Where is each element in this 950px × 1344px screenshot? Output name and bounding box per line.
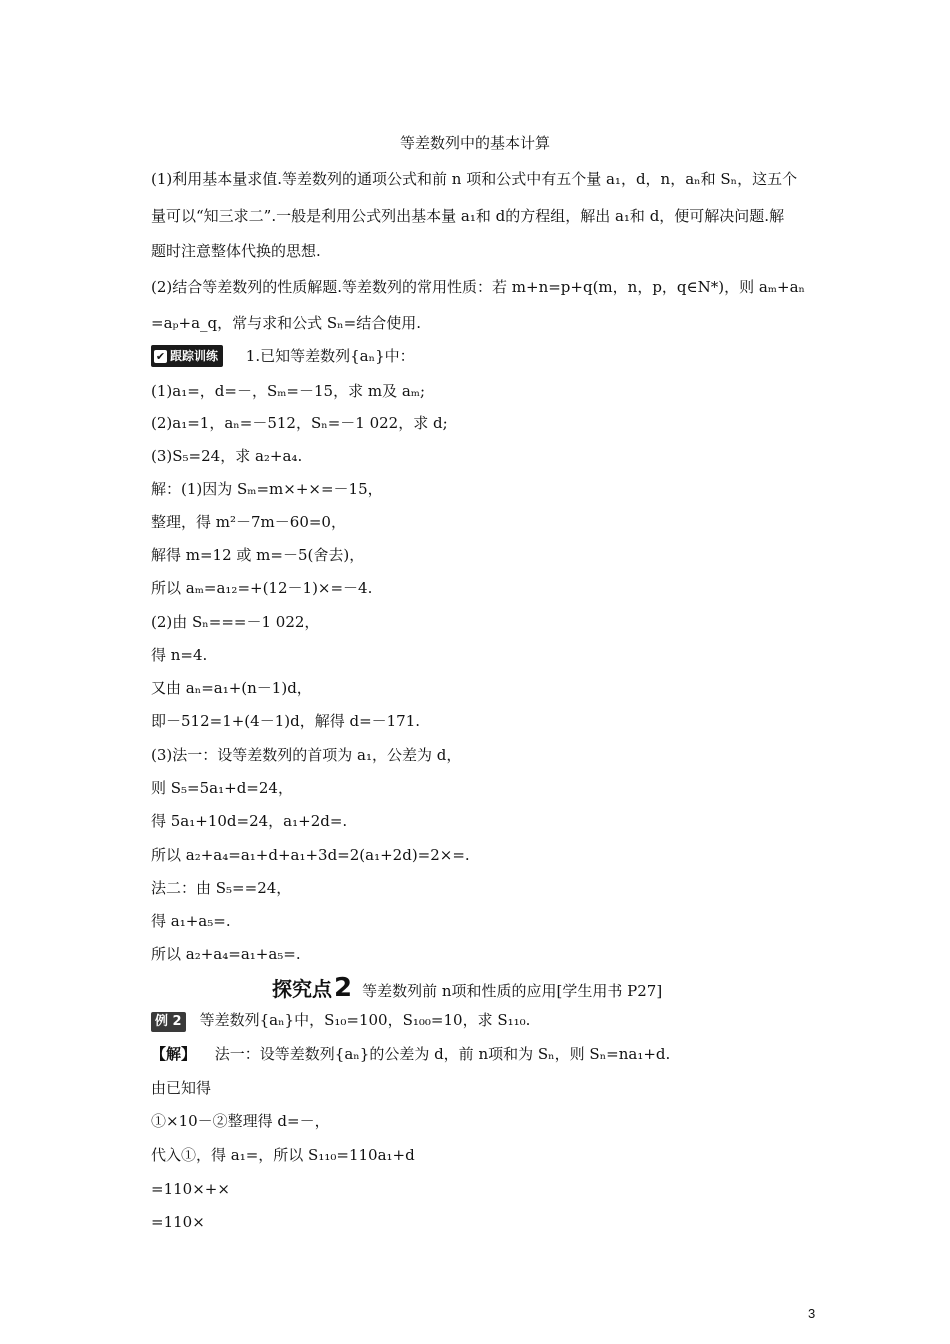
- practice-line: (2)由 Sₙ===－1 022，: [151, 613, 320, 631]
- practice-line: (2)a₁=1，aₙ=－512，Sₙ=－1 022，求 d;: [151, 414, 448, 432]
- practice-intro: 1.已知等差数列{aₙ}中：: [245, 347, 415, 365]
- para2-line1: (2)结合等差数列的性质解题.等差数列的常用性质：若 m+n=p+q(m，n，p，q∈N*)，则 aₘ+aₙ: [151, 278, 806, 296]
- section-heading: [272, 975, 662, 1004]
- practice-line: 得 5a₁+10d=24，a₁+2d=.: [151, 812, 348, 830]
- para1-line3: 题时注意整体代换的思想.: [151, 242, 321, 260]
- practice-line: 则 S₅=5a₁+d=24，: [151, 779, 293, 797]
- example-line: =110×+×: [151, 1180, 230, 1198]
- practice-line: 即－512=1+(4－1)d，解得 d=－171.: [151, 712, 421, 730]
- practice-line: (3)法一：设等差数列的首项为 a₁，公差为 d，: [151, 746, 462, 764]
- practice-line: 所以 aₘ=a₁₂=+(12－1)×=－4.: [151, 579, 373, 597]
- example-line: ①×10－②整理得 d=－，: [151, 1112, 330, 1130]
- solution-text: 法一：设等差数列{aₙ}的公差为 d，前 n项和为 Sₙ，则 Sₙ=na₁+d.: [214, 1045, 671, 1063]
- check-icon: ✔: [155, 350, 166, 363]
- page-title: 等差数列中的基本计算: [399, 134, 550, 152]
- example-line: 由已知得: [151, 1079, 212, 1097]
- practice-line: 法二：由 S₅==24，: [151, 879, 292, 897]
- section-label: 探究点: [272, 977, 332, 1001]
- practice-line: 得 n=4.: [151, 646, 208, 664]
- example-question: 等差数列{aₙ}中，S₁₀=100，S₁₀₀=10，求 S₁₁₀.: [199, 1011, 531, 1029]
- practice-line: 所以 a₂+a₄=a₁+d+a₁+3d=2(a₁+2d)=2×=.: [151, 846, 470, 864]
- solution-label: 【解】: [151, 1045, 197, 1063]
- example-badge: 例 2: [151, 1012, 186, 1032]
- practice-line: 得 a₁+a₅=.: [151, 912, 231, 930]
- section-text: 等差数列前 n项和性质的应用[学生用书 P27]: [362, 982, 663, 1000]
- example-line: 代入①，得 a₁=，所以 S₁₁₀=110a₁+d: [151, 1146, 415, 1164]
- practice-line: 整理，得 m²－7m－60=0，: [151, 513, 346, 531]
- example-question-line: [151, 1010, 530, 1032]
- example-line: =110×: [151, 1213, 205, 1231]
- practice-line: 又由 aₙ=a₁+(n－1)d，: [151, 679, 312, 697]
- para1-line1: (1)利用基本量求值.等差数列的通项公式和前 n 项和公式中有五个量 a₁，d，n，aₙ和 Sₙ，这五个: [151, 170, 798, 188]
- section-number: 2: [334, 973, 353, 1003]
- practice-line: 解得 m=12 或 m=－5(舍去)，: [151, 546, 365, 564]
- practice-line: 解：(1)因为 Sₘ=m×+×=－15，: [151, 480, 383, 498]
- practice-line: (3)S₅=24，求 a₂+a₄.: [151, 447, 303, 465]
- page-number: 3: [808, 1306, 816, 1321]
- para2-line2: =aₚ+a_q，常与求和公式 Sₙ=结合使用.: [151, 314, 421, 332]
- practice-badge: ✔ 跟踪训练: [151, 345, 223, 367]
- practice-line: (1)a₁=，d=－，Sₘ=－15，求 m及 aₘ;: [151, 382, 426, 400]
- para1-line2: 量可以“知三求二”.一般是利用公式列出基本量 a₁和 d的方程组，解出 a₁和 d，便可解决问题.解: [151, 207, 785, 225]
- example-solution-line: [151, 1044, 670, 1064]
- practice-header: [151, 345, 415, 367]
- practice-line: 所以 a₂+a₄=a₁+a₅=.: [151, 945, 301, 963]
